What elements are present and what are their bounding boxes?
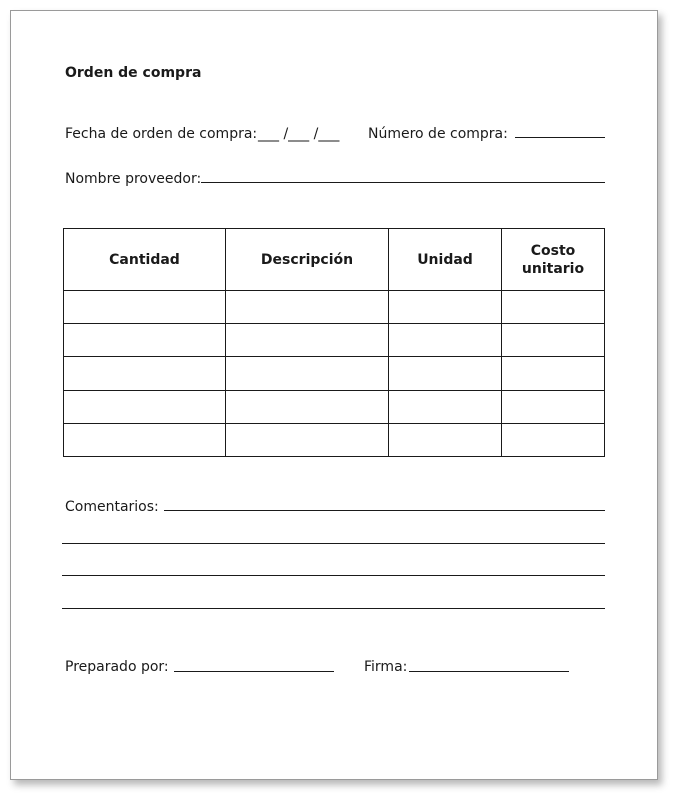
table-cell[interactable] — [502, 291, 605, 324]
header-unidad: Unidad — [389, 229, 502, 291]
numero-label: Número de compra: — [368, 126, 508, 142]
preparado-field[interactable] — [174, 671, 334, 672]
table-cell[interactable] — [226, 357, 389, 390]
numero-field[interactable] — [515, 137, 605, 138]
comentarios-line-2[interactable] — [62, 543, 605, 544]
table-header-row — [64, 229, 605, 291]
table-cell[interactable] — [64, 324, 226, 357]
firma-field[interactable] — [409, 671, 569, 672]
table-cell[interactable] — [389, 357, 502, 390]
table-cell[interactable] — [502, 423, 605, 456]
table-cell[interactable] — [226, 423, 389, 456]
header-descripcion: Descripción — [226, 229, 389, 291]
document-page — [10, 10, 658, 780]
table-cell[interactable] — [226, 324, 389, 357]
table-row — [64, 357, 605, 390]
table-cell[interactable] — [389, 324, 502, 357]
table-cell[interactable] — [502, 324, 605, 357]
comentarios-line-1[interactable] — [164, 510, 605, 511]
form-title: Orden de compra — [65, 65, 202, 81]
table-cell[interactable] — [502, 390, 605, 423]
table-cell[interactable] — [64, 357, 226, 390]
table-cell[interactable] — [64, 423, 226, 456]
table-row — [64, 324, 605, 357]
fecha-blanks[interactable]: ___ /___ /___ — [258, 126, 340, 142]
firma-label: Firma: — [364, 659, 408, 675]
fecha-label: Fecha de orden de compra: — [65, 126, 258, 142]
proveedor-label: Nombre proveedor: — [65, 171, 202, 187]
table-cell[interactable] — [226, 291, 389, 324]
preparado-label: Preparado por: — [65, 659, 169, 675]
comentarios-label: Comentarios: — [65, 499, 159, 515]
table-cell[interactable] — [389, 291, 502, 324]
table-cell[interactable] — [226, 390, 389, 423]
table-row — [64, 390, 605, 423]
table-cell[interactable] — [389, 423, 502, 456]
proveedor-field[interactable] — [201, 182, 605, 183]
items-table — [63, 228, 605, 457]
table-cell[interactable] — [389, 390, 502, 423]
table-cell[interactable] — [64, 390, 226, 423]
table-row — [64, 423, 605, 456]
comentarios-line-3[interactable] — [62, 575, 605, 576]
table-cell[interactable] — [64, 291, 226, 324]
table-row — [64, 291, 605, 324]
table-cell[interactable] — [502, 357, 605, 390]
header-cantidad: Cantidad — [64, 229, 226, 291]
header-costo-unitario: Costo unitario — [502, 229, 605, 291]
comentarios-line-4[interactable] — [62, 608, 605, 609]
